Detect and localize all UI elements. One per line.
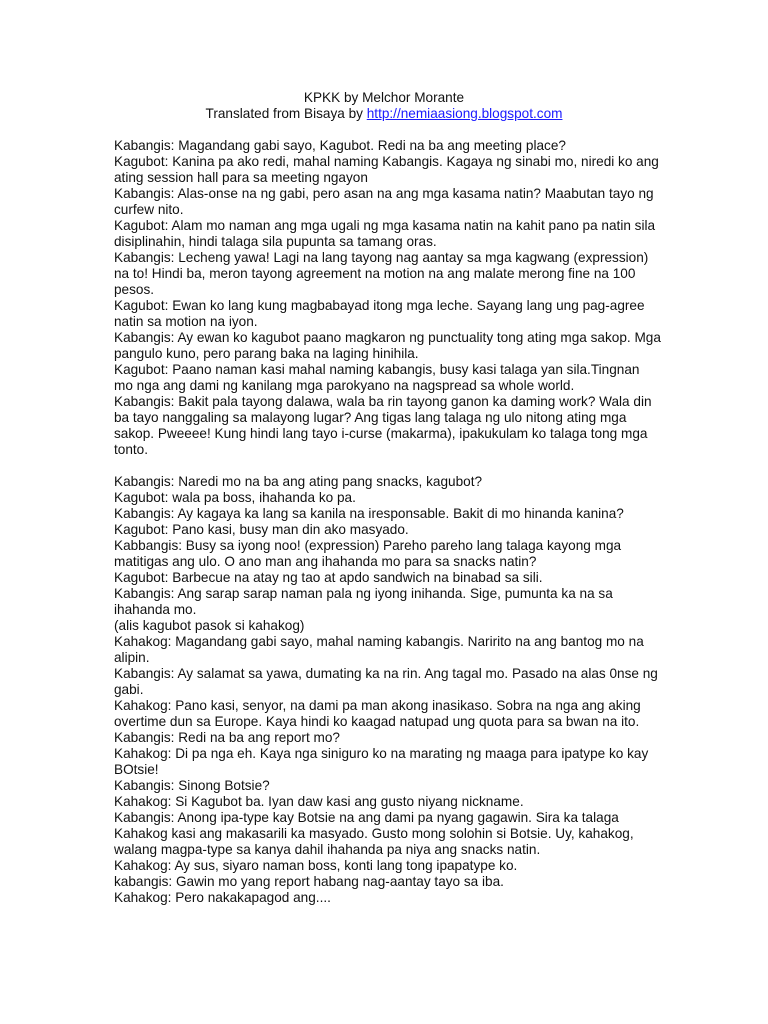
dialogue-line: Kabangis: Sinong Botsie? (114, 778, 270, 793)
stage-direction: (alis kagubot pasok si kahakog) (114, 618, 305, 633)
dialogue-line: Kagubot: Pano kasi, busy man din ako masyado. (114, 522, 409, 537)
dialogue-line: Kabangis: Ay salamat sa yawa, dumating ka na rin. Ang tagal mo. Pasado na alas 0nse ng gabi. (114, 666, 658, 697)
document-header (0, 90, 768, 122)
dialogue-line: Kabangis: Magandang gabi sayo, Kagubot. Redi na ba ang meeting place? (114, 138, 566, 153)
dialogue-line: Kahakog: Pano kasi, senyor, na dami pa man akong inasikaso. Sobra na nga ang aking overtime dun sa Europe. Kaya hindi ko kaagad natupad ung quota para sa bwan na ito. (114, 698, 641, 729)
dialogue-line: Kabangis: Bakit pala tayong dalawa, wala ba rin tayong ganon ka daming work? Wala din ba tayo nanggaling sa malayong lugar? Ang tigas lang talaga ng ulo nitong ating mga sakop. Pweeee! Kung hindi lang tayo i-curse (makarma), ipakukulam ko talaga tong mga tonto. (114, 394, 652, 457)
dialogue-line: Kahakog: Si Kagubot ba. Iyan daw kasi ang gusto niyang nickname. (114, 794, 524, 809)
dialogue-line: Kabangis: Alas-onse na ng gabi, pero asan na ang mga kasama natin? Maabutan tayo ng curfew nito. (114, 186, 654, 217)
dialogue-line: Kabbangis: Busy sa iyong noo! (expression) Pareho pareho lang talaga kayong mga matitigas ang ulo. O ano man ang ihahanda mo para sa snacks natin? (114, 538, 622, 569)
document-title: KPKK by Melchor Morante (303, 90, 465, 105)
dialogue-line: Kagubot: wala pa boss, ihahanda ko pa. (114, 490, 356, 505)
dialogue-line: Kabangis: Lecheng yawa! Lagi na lang tayong nag aantay sa mga kagwang (expression) na to! Hindi ba, meron tayong agreement na motion na ang malate merong fine na 100 pesos. (114, 250, 649, 297)
dialogue-line: Kabangis: Ay kagaya ka lang sa kanila na iresponsable. Bakit di mo hinanda kanina? (114, 506, 624, 521)
dialogue-line: Kahakog: Pero nakakapagod ang.... (114, 890, 331, 905)
dialogue-line: Kahakog: Di pa nga eh. Kaya nga siniguro ko na marating ng maaga para ipatype ko kay BOtsie! (114, 746, 649, 777)
dialogue-line: Kabangis: Anong ipa-type kay Botsie na ang dami pa nyang gagawin. Sira ka talaga Kahakog kasi ang makasarili ka masyado. Gusto mong solohin si Botsie. Uy, kahakog, walang magpa-type sa kanya dahil ihahanda pa niya ang snacks natin. (114, 810, 634, 857)
dialogue-section-2 (114, 474, 662, 906)
dialogue-line: Kagubot: Kanina pa ako redi, mahal naming Kabangis. Kagaya ng sinabi mo, niredi ko ang ating session hall para sa meeting ngayon (114, 154, 659, 185)
translation-credit-text: Translated from Bisaya by (205, 106, 367, 121)
dialogue-section-1 (114, 138, 662, 458)
dialogue-line: Kagubot: Paano naman kasi mahal naming kabangis, busy kasi talaga yan sila.Tingnan mo nga ang dami ng kanilang mga parokyano na nagspread sa whole world. (114, 362, 640, 393)
document-body (114, 138, 662, 906)
translation-credit (0, 106, 768, 122)
dialogue-line: Kabangis: Naredi mo na ba ang ating pang snacks, kagubot? (114, 474, 483, 489)
blog-link[interactable]: http://nemiaasiong.blogspot.com (366, 106, 563, 121)
dialogue-line: Kabangis: Ang sarap sarap naman pala ng iyong inihanda. Sige, pumunta ka na sa ihahanda mo. (114, 586, 613, 617)
dialogue-line: Kabangis: Ay ewan ko kagubot paano magkaron ng punctuality tong ating mga sakop. Mga pangulo kuno, pero parang baka na laging hinihila. (114, 330, 661, 361)
section-spacer (114, 458, 662, 474)
dialogue-line: Kahakog: Ay sus, siyaro naman boss, konti lang tong ipapatype ko. (114, 858, 518, 873)
dialogue-line: Kagubot: Ewan ko lang kung magbabayad itong mga leche. Sayang lang ung pag-agree natin sa motion na iyon. (114, 298, 645, 329)
dialogue-line: Kagubot: Alam mo naman ang mga ugali ng mga kasama natin na kahit pano pa natin sila disiplinahin, hindi talaga sila pupunta sa tamang oras. (114, 218, 656, 249)
dialogue-line: kabangis: Gawin mo yang report habang nag-aantay tayo sa iba. (114, 874, 504, 889)
dialogue-line: Kagubot: Barbecue na atay ng tao at apdo sandwich na binabad sa sili. (114, 570, 543, 585)
dialogue-line: Kabangis: Redi na ba ang report mo? (114, 730, 340, 745)
dialogue-line: Kahakog: Magandang gabi sayo, mahal naming kabangis. Naririto na ang bantog mo na alipin. (114, 634, 644, 665)
